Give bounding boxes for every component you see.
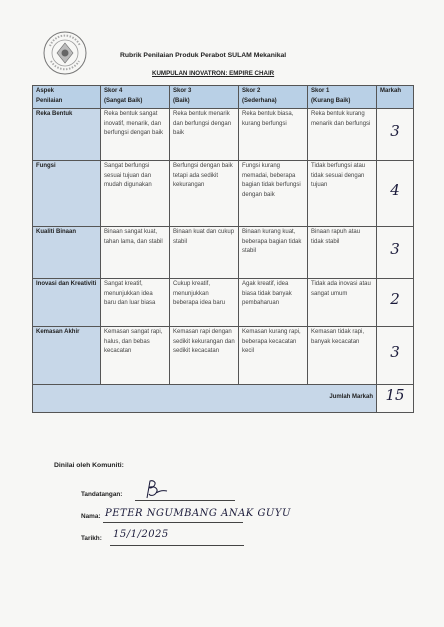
score-3-cell: Reka bentuk menarik dan berfungsi dengan baik (170, 109, 239, 161)
score-2-cell: Kemasan kurang rapi, beberapa kecacatan kecil (239, 327, 308, 385)
mark-cell (377, 279, 414, 327)
mark-cell (377, 227, 414, 279)
signature-line (135, 500, 235, 501)
mark-cell (377, 161, 414, 227)
aspect-cell: Reka Bentuk (33, 109, 101, 161)
score-3-cell: Kemasan rapi dengan sedikit kekurangan dan sedikit kecacatan (170, 327, 239, 385)
table-header-row (33, 86, 414, 109)
date-label: Tarikh: (81, 535, 102, 542)
date-line (110, 545, 244, 546)
column-header-score-2: Skor 2 (Sederhana) (239, 86, 308, 109)
assessor-heading: Dinilai oleh Komuniti: (54, 462, 124, 469)
handwritten-mark: 3 (390, 122, 400, 141)
mark-cell (377, 109, 414, 161)
score-2-cell: Binaan kurang kuat, beberapa bagian tidak stabil (239, 227, 308, 279)
aspect-cell: Fungsi (33, 161, 101, 227)
handwritten-total: 15 (385, 386, 405, 405)
handwritten-signature (141, 478, 169, 500)
score-3-cell: Cukup kreatif, menunjukkan beberapa idea baru (170, 279, 239, 327)
column-header-score-4: Skor 4 (Sangat Baik) (101, 86, 170, 109)
total-label: Jumlah Markah (33, 385, 377, 413)
document-title: Rubrik Penilaian Produk Perabot SULAM Mekanikal (120, 52, 287, 59)
score-1-cell: Tidak berfungsi atau tidak sesuai dengan tujuan (308, 161, 377, 227)
score-4-cell: Binaan sangat kuat, tahan lama, dan stabil (101, 227, 170, 279)
document-subtitle: KUMPULAN INOVATRON: EMPIRE CHAIR (152, 70, 275, 77)
score-4-cell: Sangat kreatif, menunjukkan idea baru dan luar biasa (101, 279, 170, 327)
table-row (33, 161, 414, 227)
aspect-cell: Kemasan Akhir (33, 327, 101, 385)
column-header-score-3: Skor 3 (Baik) (170, 86, 239, 109)
handwritten-mark: 3 (390, 343, 400, 362)
university-logo (42, 30, 88, 76)
table-row (33, 327, 414, 385)
score-2-cell: Agak kreatif, idea biasa tidak banyak pembaharuan (239, 279, 308, 327)
score-1-cell: Binaan rapuh atau tidak stabil (308, 227, 377, 279)
score-1-cell: Reka bentuk kurang menarik dan berfungsi (308, 109, 377, 161)
signature-label: Tandatangan: (81, 491, 123, 498)
table-row (33, 279, 414, 327)
score-2-cell: Reka bentuk biasa, kurang berfungsi (239, 109, 308, 161)
table-row (33, 109, 414, 161)
handwritten-mark: 3 (390, 240, 400, 259)
score-1-cell: Tidak ada inovasi atau sangat umum (308, 279, 377, 327)
table-row (33, 227, 414, 279)
total-mark-cell (377, 385, 414, 413)
score-4-cell: Sangat berfungsi sesuai tujuan dan mudah digunakan (101, 161, 170, 227)
score-3-cell: Berfungsi dengan baik tetapi ada sedikit kekurangan (170, 161, 239, 227)
score-3-cell: Binaan kuat dan cukup stabil (170, 227, 239, 279)
handwritten-name: PETER NGUMBANG ANAK GUYU (105, 508, 291, 519)
score-4-cell: Kemasan sangat rapi, halus, dan bebas kecacatan (101, 327, 170, 385)
handwritten-mark: 4 (390, 181, 400, 200)
score-4-cell: Reka bentuk sangat inovatif, menarik, dan berfungsi dengan baik (101, 109, 170, 161)
aspect-cell: Kualiti Binaan (33, 227, 101, 279)
handwritten-date: 15/1/2025 (113, 529, 169, 540)
name-label: Nama: (81, 513, 101, 520)
handwritten-mark: 2 (390, 290, 400, 309)
rubric-table (32, 85, 414, 413)
score-1-cell: Kemasan tidak rapi, banyak kecacatan (308, 327, 377, 385)
aspect-cell: Inovasi dan Kreativiti (33, 279, 101, 327)
column-header-aspect: Aspek Penilaian (33, 86, 101, 109)
column-header-mark: Markah (377, 86, 414, 109)
total-row (33, 385, 414, 413)
mark-cell (377, 327, 414, 385)
score-2-cell: Fungsi kurang memadai, beberapa bagian tidak berfungsi dengan baik (239, 161, 308, 227)
column-header-score-1: Skor 1 (Kurang Baik) (308, 86, 377, 109)
name-line (103, 522, 243, 523)
